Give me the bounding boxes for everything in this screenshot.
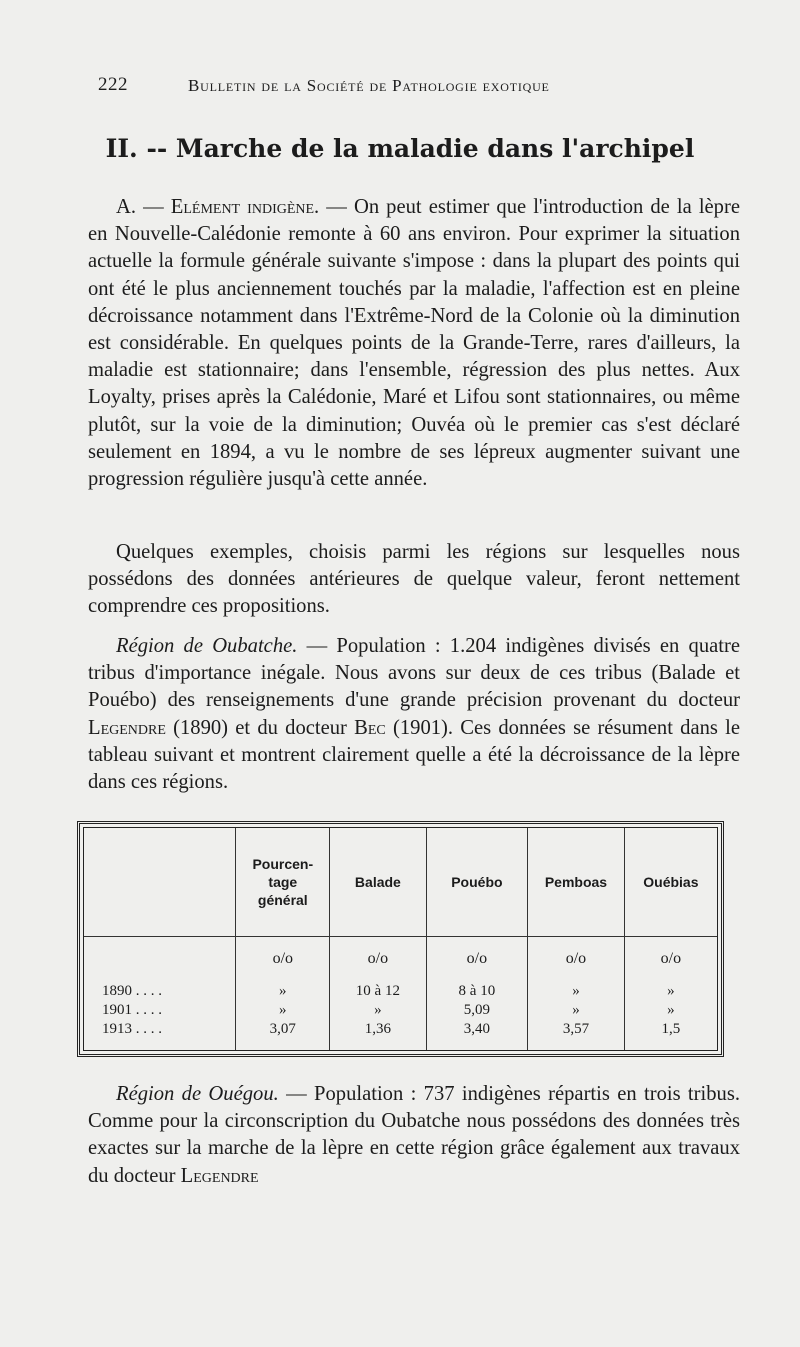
paragraph-element-indigene xyxy=(88,194,740,493)
table-row xyxy=(84,982,717,1001)
table-header-cell: Balade xyxy=(330,828,427,936)
table-cell: o/o xyxy=(236,936,330,981)
leprosy-table xyxy=(77,821,724,1057)
paragraph-text: — Population : 737 indigènes répartis en trois tribus. Comme pour la circonscription du Oubatche nous possédons des données très exactes sur la marche de la lèpre en cette région grâce également aux travaux du docteur xyxy=(88,1083,740,1187)
running-title: Bulletin de la Société de Pathologie exotique xyxy=(188,76,550,95)
table-cell: 3,57 xyxy=(528,1020,625,1039)
table-cell: » xyxy=(528,1001,625,1020)
year-cell: 1901 . . . . xyxy=(102,1001,162,1018)
table-row xyxy=(84,1001,717,1020)
page-number: 222 xyxy=(98,74,128,95)
paragraph-lead: A. — xyxy=(116,196,171,218)
region-name: Région de Oubatche. xyxy=(116,635,298,657)
table-cell: » xyxy=(624,1001,717,1020)
author-name: Legendre xyxy=(180,1164,259,1187)
paragraph-text: (1890) et du docteur xyxy=(165,716,355,739)
table-cell: o/o xyxy=(426,936,528,981)
table-cell: 1,5 xyxy=(624,1020,717,1039)
table-cell xyxy=(84,936,236,981)
table-cell: o/o xyxy=(624,936,717,981)
table-cell: » xyxy=(624,982,717,1001)
table-cell: 1,36 xyxy=(330,1020,427,1039)
author-name: Legendre xyxy=(88,716,166,739)
paragraph-ouegou xyxy=(88,1081,740,1190)
table-cell: » xyxy=(236,1001,330,1020)
table-header-row xyxy=(84,828,717,936)
table-spacer-row xyxy=(84,1039,717,1050)
table-header-cell: Ouébias xyxy=(624,828,717,936)
paragraph-text: Quelques exemples, choisis parmi les régions sur lesquelles nous possédons des données antérieures de quelque valeur, feront nettement comprendre ces propositions. xyxy=(88,541,740,618)
table-row xyxy=(84,1020,717,1039)
subsection-heading: Elément indigène. xyxy=(170,196,320,218)
table-cell: 3,40 xyxy=(426,1020,528,1039)
table-header-cell: Pourcen- tage général xyxy=(236,828,330,936)
paragraph-examples xyxy=(88,539,740,621)
table-header-cell: Pouébo xyxy=(426,828,528,936)
table-cell: o/o xyxy=(528,936,625,981)
table-cell: 10 à 12 xyxy=(330,982,427,1001)
data-table xyxy=(84,828,717,1050)
paragraph-text: (1901). Ces données se résument dans le tableau suivant et montrent clairement quelle a été la décroissance de la lèpre dans ces régions. xyxy=(88,716,740,794)
table-cell: » xyxy=(330,1001,427,1020)
paragraph-text: — Population : 1.204 indigènes divisés en quatre tribus d'importance inégale. Nous avons sur deux de ces tribus (Balade et Pouébo) des renseignements d'une grande précision provenant du docteur xyxy=(88,635,740,712)
year-cell: 1890 . . . . xyxy=(102,982,162,999)
paragraph-text: — On peut estimer que l'introduction de la lèpre en Nouvelle-Calédonie remonte à 60 ans environ. Pour exprimer la situation actuelle la formule générale suivante s'impose : dans la plupart des points qui ont été le plus anciennement touchés par la maladie, l'affection est en pleine décroissance notamment dans l'Extrême-Nord de la Colonie où la diminution est considérable. En quelques points de la Grande-Terre, rares d'ailleurs, la maladie est stationnaire; dans l'ensemble, régression des plus nettes. Aux Loyalty, prises après la Calédonie, Maré et Lifou sont stationnaires, ou même plutôt, sur la voie de la diminution; Ouvéa où le premier cas s'est déclaré seulement en 1894, a vu le nombre de ses lépreux augmenter suivant une progression régulière jusqu'à cette année. xyxy=(88,196,740,491)
table-cell: » xyxy=(236,982,330,1001)
table-unit-row xyxy=(84,936,717,981)
table-cell: 3,07 xyxy=(236,1020,330,1039)
table-cell: » xyxy=(528,982,625,1001)
region-name: Région de Ouégou. xyxy=(116,1083,279,1105)
table-cell: 5,09 xyxy=(426,1001,528,1020)
year-cell: 1913 . . . . xyxy=(102,1020,162,1037)
author-name: Bec xyxy=(354,716,386,739)
table-header-cell xyxy=(84,828,236,936)
section-title: II. -- Marche de la maladie dans l'archipel xyxy=(105,134,695,163)
paragraph-oubatche xyxy=(88,633,740,796)
table-cell: 8 à 10 xyxy=(426,982,528,1001)
table-cell: o/o xyxy=(330,936,427,981)
table-header-cell: Pemboas xyxy=(528,828,625,936)
